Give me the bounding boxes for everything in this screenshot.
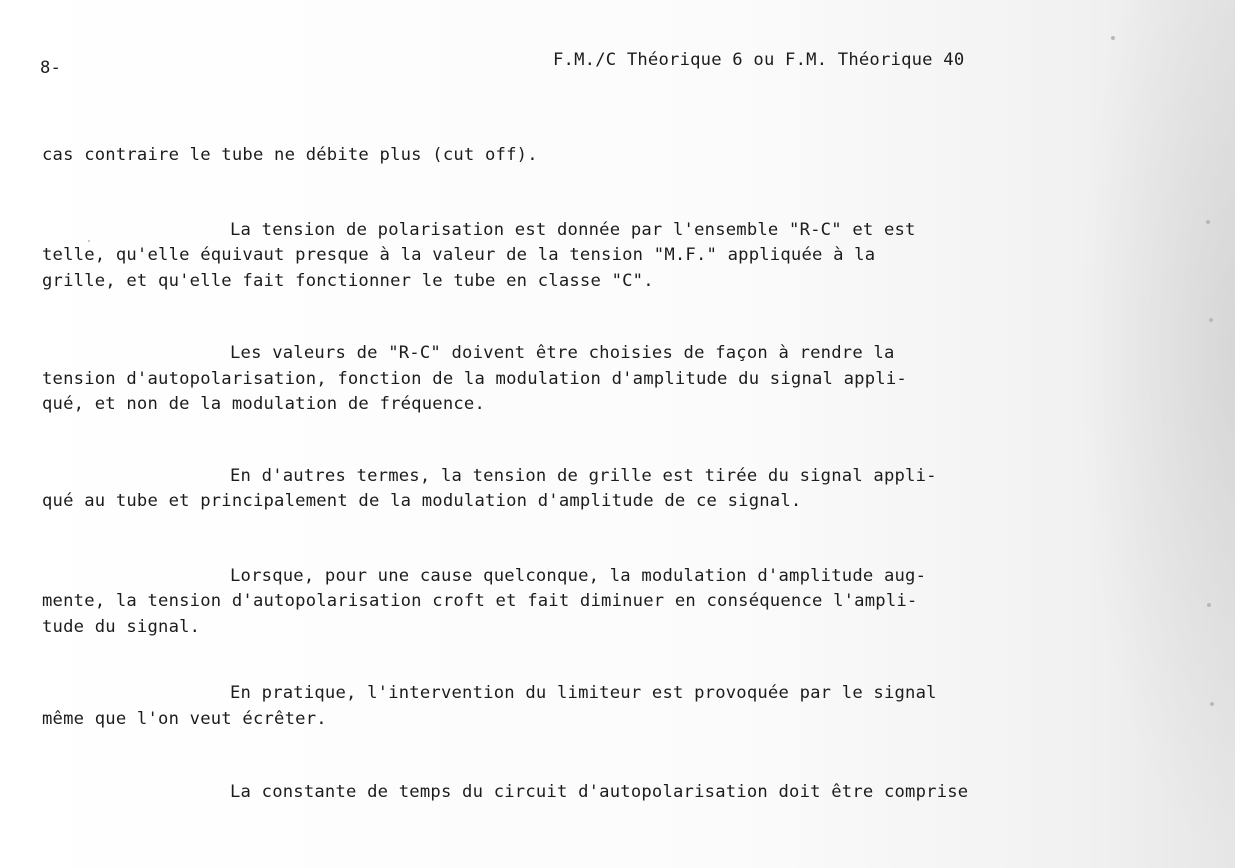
- paragraph-7: [42, 780, 1102, 806]
- document-body: [42, 143, 1102, 806]
- paragraph-3: [42, 341, 1102, 418]
- text-line: telle, qu'elle équivaut presque à la valeur de la tension "M.F." appliquée à la: [42, 245, 876, 265]
- text-line: qué au tube et principalement de la modulation d'amplitude de ce signal.: [42, 491, 802, 511]
- paragraph-2: [42, 218, 1102, 295]
- text-line: En d'autres termes, la tension de grille est tirée du signal appli-: [230, 465, 937, 486]
- text-line: même que l'on veut écrêter.: [42, 708, 327, 729]
- paragraph-4: [42, 464, 1102, 515]
- paragraph-5: [42, 564, 1102, 641]
- paragraph-1: [42, 143, 1102, 169]
- text-line: Lorsque, pour une cause quelconque, la modulation d'amplitude aug-: [230, 565, 927, 586]
- text-line: En pratique, l'intervention du limiteur est provoquée par le signal: [230, 683, 937, 703]
- text-line: La tension de polarisation est donnée par l'ensemble "R-C" et est: [230, 219, 916, 240]
- scan-speck: [1111, 36, 1115, 40]
- scan-speck: [1207, 603, 1211, 607]
- text-line: Les valeurs de "R-C" doivent être choisies de façon à rendre la: [230, 343, 895, 363]
- scan-speck: [1209, 318, 1213, 322]
- text-line: cas contraire le tube ne débite plus (cut off).: [42, 145, 538, 165]
- scan-speck: [1206, 220, 1210, 224]
- text-line: tude du signal.: [42, 616, 201, 637]
- page-number: 8-: [40, 58, 62, 78]
- text-line: grille, et qu'elle fait fonctionner le tube en classe "C".: [42, 270, 654, 291]
- paragraph-6: [42, 681, 1102, 732]
- text-line: mente, la tension d'autopolarisation croft et fait diminuer en conséquence l'ampli-: [42, 591, 918, 611]
- text-line: qué, et non de la modulation de fréquence.: [42, 394, 486, 414]
- text-line: tension d'autopolarisation, fonction de la modulation d'amplitude du signal appli-: [42, 368, 907, 389]
- document-header-title: F.M./C Théorique 6 ou F.M. Théorique 40: [553, 50, 965, 70]
- text-line: La constante de temps du circuit d'autopolarisation doit être comprise: [230, 782, 969, 802]
- scan-speck: [1210, 702, 1214, 706]
